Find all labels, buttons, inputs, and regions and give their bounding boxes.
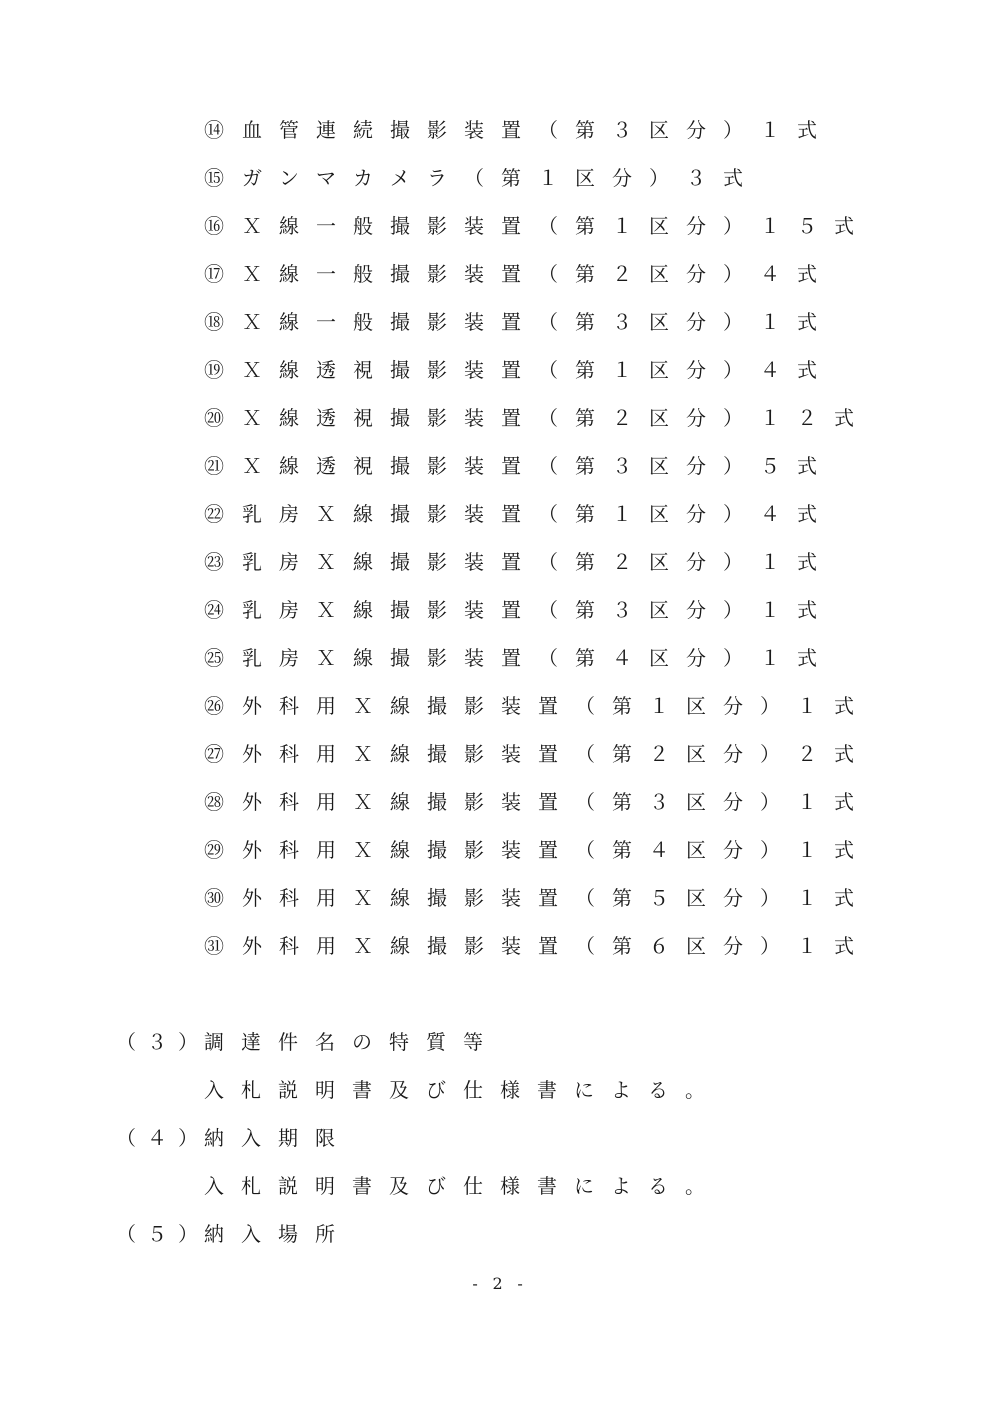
item-number: ㉖ [204,694,224,718]
item-text: 外科用Ｘ線撮影装置（第５区分）１式 [242,886,871,910]
section-title: 納入期限 [204,1126,352,1150]
list-item [204,302,871,350]
item-text: Ｘ線一般撮影装置（第１区分）１５式 [242,214,871,238]
list-item [204,110,871,158]
item-number: ㉙ [204,838,224,862]
list-item [204,494,871,542]
item-text: 乳房Ｘ線撮影装置（第３区分）１式 [242,598,834,622]
list-item [204,590,871,638]
item-number: ⑱ [204,310,224,334]
section-title: 調達件名の特質等 [204,1030,500,1054]
item-text: 外科用Ｘ線撮影装置（第６区分）１式 [242,934,871,958]
section-body: 入札説明書及び仕様書による。 [204,1174,722,1198]
item-text: Ｘ線透視撮影装置（第２区分）１２式 [242,406,871,430]
item-text: Ｘ線透視撮影装置（第１区分）４式 [242,358,834,382]
list-item [204,206,871,254]
section-title: 納入場所 [204,1222,352,1246]
item-number: ㉛ [204,934,224,958]
list-item [204,638,871,686]
list-item [204,446,871,494]
page-number: - 2 - [472,1274,528,1293]
item-number: ㉕ [204,646,224,670]
item-number: ⑰ [204,262,224,286]
list-item [204,350,871,398]
item-text: 外科用Ｘ線撮影装置（第４区分）１式 [242,838,871,862]
item-text: 血管連続撮影装置（第３区分）１式 [242,118,834,142]
item-number: ⑮ [204,166,224,190]
item-text: 乳房Ｘ線撮影装置（第１区分）４式 [242,502,834,526]
section-5 [116,1214,936,1254]
item-text: ガンマカメラ（第１区分）３式 [242,166,760,190]
item-text: 乳房Ｘ線撮影装置（第２区分）１式 [242,550,834,574]
section-number: （４） [116,1126,209,1150]
item-number: ⑯ [204,214,224,238]
section-3 [116,1022,936,1110]
list-item [204,158,871,206]
section-body: 入札説明書及び仕様書による。 [204,1078,722,1102]
item-text: Ｘ線透視撮影装置（第３区分）５式 [242,454,834,478]
item-number: ㉑ [204,454,224,478]
item-number: ㉓ [204,550,224,574]
item-text: Ｘ線一般撮影装置（第２区分）４式 [242,262,834,286]
item-text: 外科用Ｘ線撮影装置（第２区分）２式 [242,742,871,766]
section-number: （３） [116,1030,209,1054]
item-text: 乳房Ｘ線撮影装置（第４区分）１式 [242,646,834,670]
item-number: ⑭ [204,118,224,142]
equipment-list [204,110,871,974]
item-number: ⑲ [204,358,224,382]
list-item [204,686,871,734]
item-number: ㉚ [204,886,224,910]
list-item [204,542,871,590]
item-text: 外科用Ｘ線撮影装置（第３区分）１式 [242,790,871,814]
list-item [204,926,871,974]
list-item [204,830,871,878]
list-item [204,782,871,830]
item-number: ㉔ [204,598,224,622]
list-item [204,734,871,782]
list-item [204,878,871,926]
list-item [204,254,871,302]
section-4 [116,1118,936,1206]
item-number: ㉘ [204,790,224,814]
item-number: ㉗ [204,742,224,766]
section-number: （５） [116,1222,209,1246]
item-text: 外科用Ｘ線撮影装置（第１区分）１式 [242,694,871,718]
item-number: ㉒ [204,502,224,526]
list-item [204,398,871,446]
item-number: ⑳ [204,406,224,430]
item-text: Ｘ線一般撮影装置（第３区分）１式 [242,310,834,334]
